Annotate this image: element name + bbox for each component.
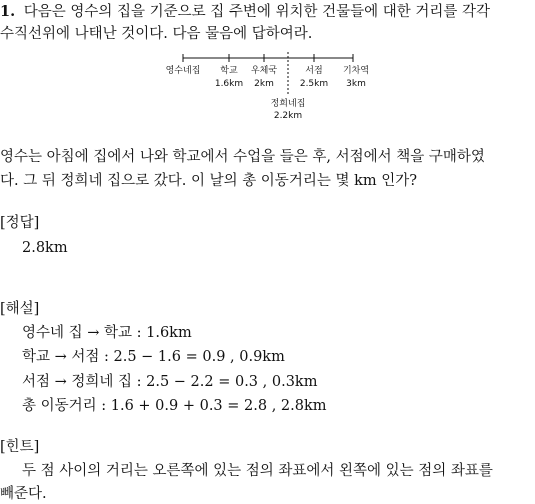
question-line-1 <box>0 2 490 22</box>
label-jeonghui-home: 정희네집 <box>270 99 306 109</box>
distance-school: 1.6km <box>214 79 244 89</box>
hint-line-1: 두 점 사이의 거리는 오른쪽에 있는 점의 좌표에서 왼쪽에 있는 점의 좌표를 <box>22 463 493 479</box>
question-text-1: 다음은 영수의 집을 기준으로 집 주변에 위치한 건물들에 대한 거리를 각각 <box>23 4 491 20</box>
solution-line-1: 영수네 집 → 학교 : 1.6km <box>22 325 192 341</box>
label-post-office: 우체국 <box>250 66 278 76</box>
label-station: 기차역 <box>342 66 370 76</box>
hint-line-2: 빼준다. <box>0 486 47 502</box>
label-home: 영수네집 <box>165 66 201 76</box>
solution-heading: [해설] <box>0 301 40 317</box>
solution-line-4: 총 이동거리 : 1.6 + 0.9 + 0.3 = 2.8 , 2.8km <box>22 398 327 414</box>
distance-jeonghui-home: 2.2km <box>273 111 303 121</box>
question-line-2: 수직선위에 나태난 것이다. 다음 물음에 답하여라. <box>0 26 313 42</box>
label-bookstore: 서점 <box>305 66 323 76</box>
hint-heading: [힌트] <box>0 439 40 455</box>
problem-line-2: 다. 그 뒤 정희네 집으로 갔다. 이 날의 총 이동거리는 몇 km 인가? <box>0 173 417 189</box>
distance-station: 3km <box>346 79 366 89</box>
distance-bookstore: 2.5km <box>299 79 329 89</box>
answer-heading: [정답] <box>0 215 40 231</box>
distance-post-office: 2km <box>254 79 274 89</box>
number-line-svg <box>150 50 390 122</box>
label-school: 학교 <box>220 66 238 76</box>
question-number: 1. <box>0 3 16 20</box>
solution-line-3: 서점 → 정희네 집 : 2.5 − 2.2 = 0.3 , 0.3km <box>22 374 318 390</box>
answer-value: 2.8km <box>22 240 68 256</box>
problem-line-1: 영수는 아침에 집에서 나와 학교에서 수업을 들은 후, 서점에서 책을 구매하였 <box>0 149 485 165</box>
solution-line-2: 학교 → 서점 : 2.5 − 1.6 = 0.9 , 0.9km <box>22 349 285 365</box>
number-line-diagram <box>150 50 390 122</box>
